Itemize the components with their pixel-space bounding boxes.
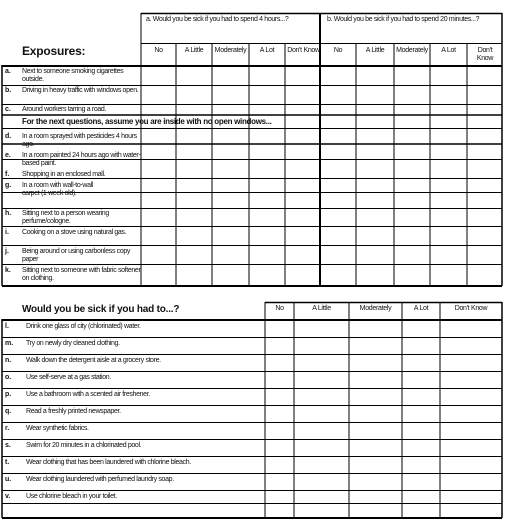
option-header-a-lot-a: A Lot (259, 47, 275, 54)
col-b-header: b. Would you be sick if you had to spend 20 minutes...? (327, 16, 480, 23)
question-text: Use a bathroom with a scented air freshener. (26, 391, 150, 398)
question-text: In a room with wall-to-wall carpet (1 week old). (22, 182, 94, 197)
row-letter: o. (5, 374, 12, 381)
row-letter: g. (5, 182, 12, 189)
option-header-moderately-a: Moderately (214, 47, 247, 54)
question-text: Walk down the detergent aisle at a grocery store. (26, 357, 161, 364)
row-letter: i. (5, 229, 9, 236)
row-letter: l. (5, 323, 9, 330)
question-text: Next to someone smoking cigarettes outside. (22, 68, 124, 83)
row-letter: a. (5, 68, 11, 75)
row-letter: k. (5, 267, 11, 274)
option-header-dont-know: Don't Know (454, 305, 488, 312)
row-letter: n. (5, 357, 12, 364)
question-text: Wear clothing that has been laundered with chlorine bleach. (26, 459, 191, 466)
question-text: Read a freshly printed newspaper. (26, 408, 121, 415)
row-letter: b. (5, 87, 12, 94)
option-header-a-little-b: A Little (365, 47, 385, 54)
question-text: Swim for 20 minutes in a chlorinated pool. (26, 442, 142, 449)
question-text: Try on newly dry cleaned clothing. (26, 340, 120, 347)
option-header-a-lot: A Lot (413, 305, 429, 312)
bottom-title: Would you be sick if you had to...? (22, 304, 180, 315)
option-header-dont-know-b: Don't Know (476, 47, 494, 62)
question-text: Sitting next to someone with fabric softener on clothing. (22, 267, 141, 282)
question-text: Being around or using carbonless copy paper (22, 248, 131, 263)
option-header-no: No (275, 305, 284, 312)
option-header-moderately-b: Moderately (396, 47, 428, 54)
row-letter: c. (5, 106, 11, 113)
row-letter: t. (5, 459, 10, 466)
row-letter: f. (5, 171, 10, 178)
question-text: Drink one glass of city (chlorinated) water. (26, 323, 141, 330)
row-letter: e. (5, 152, 11, 159)
question-text: In a room painted 24 hours ago with water-based paint. (22, 152, 141, 167)
row-letter: u. (5, 476, 12, 483)
question-text: Sitting next to a person wearing perfume/cologne. (22, 210, 109, 225)
instruction-text: For the next questions, assume you are inside with no open windows... (22, 117, 272, 126)
question-text: Driving in heavy traffic with windows open. (22, 87, 139, 94)
row-letter: r. (5, 425, 10, 432)
question-text: In a room sprayed with pesticides 4 hours ago. (22, 133, 137, 148)
row-letter: p. (5, 391, 12, 398)
option-header-no-a: No (154, 47, 163, 54)
row-letter: j. (5, 248, 9, 255)
row-letter: h. (5, 210, 12, 217)
option-header-a-little-a: A Little (184, 47, 204, 54)
question-text: Shopping in an enclosed mall. (22, 171, 106, 178)
option-header-a-little: A Little (312, 305, 331, 312)
question-text: Wear clothing laundered with perfumed laundry soap. (26, 476, 174, 483)
row-letter: v. (5, 493, 11, 500)
row-letter: q. (5, 408, 12, 415)
row-letter: d. (5, 133, 12, 140)
question-text: Use self-serve at a gas station. (26, 374, 111, 381)
question-text: Use chlorine bleach in your toilet. (26, 493, 117, 500)
option-header-dont-know-a: Don't Know (287, 47, 320, 54)
row-letter: s. (5, 442, 11, 449)
option-header-no-b: No (333, 47, 343, 54)
question-text: Cooking on a stove using natural gas. (22, 229, 127, 236)
row-letter: m. (5, 340, 14, 347)
question-text: Wear synthetic fabrics. (26, 425, 89, 432)
option-header-a-lot-b: A Lot (441, 47, 456, 54)
question-text: Around workers tarring a road. (22, 106, 107, 113)
option-header-moderately: Moderately (359, 305, 392, 312)
exposures-title: Exposures: (22, 44, 86, 58)
col-a-header: a. Would you be sick if you had to spend 4 hours...? (146, 16, 289, 23)
